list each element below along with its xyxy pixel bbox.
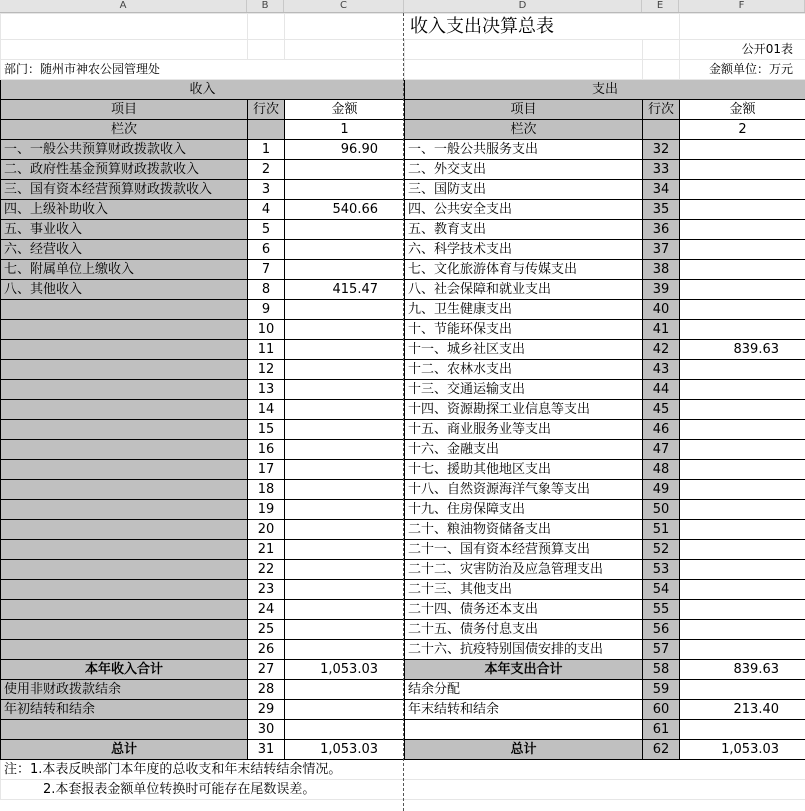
income-item[interactable]: 三、国有资本经营预算财政拨款收入	[1, 180, 248, 200]
expense-row-no[interactable]: 36	[643, 220, 680, 240]
income-row-no[interactable]: 13	[248, 380, 285, 400]
income-amount[interactable]	[285, 520, 405, 540]
expense-item[interactable]: 二十六、抗疫特别国债安排的支出	[405, 640, 643, 660]
income-row-no[interactable]: 18	[248, 480, 285, 500]
expense-item[interactable]: 十六、金融支出	[405, 440, 643, 460]
expense-amount[interactable]	[680, 220, 805, 240]
expense-amount[interactable]	[680, 200, 805, 220]
expense-item[interactable]: 十二、农林水支出	[405, 360, 643, 380]
expense-row-no[interactable]: 53	[643, 560, 680, 580]
income-row-no[interactable]: 10	[248, 320, 285, 340]
expense-grand-total-amount[interactable]: 1,053.03	[680, 740, 805, 760]
income-row-no[interactable]: 3	[248, 180, 285, 200]
expense-grand-total-label[interactable]: 总计	[405, 740, 643, 760]
income-item[interactable]	[1, 620, 248, 640]
expense-amount[interactable]	[680, 380, 805, 400]
income-row-no[interactable]: 1	[248, 140, 285, 160]
expense-amount[interactable]	[680, 460, 805, 480]
income-amount[interactable]	[285, 620, 405, 640]
income-item[interactable]: 八、其他收入	[1, 280, 248, 300]
income-amount[interactable]	[285, 480, 405, 500]
income-amount[interactable]: 96.90	[285, 140, 405, 160]
expense-amount[interactable]	[680, 620, 805, 640]
expense-item[interactable]: 五、教育支出	[405, 220, 643, 240]
income-lanci[interactable]: 栏次	[1, 120, 248, 140]
expense-item[interactable]: 六、科学技术支出	[405, 240, 643, 260]
income-amount[interactable]	[285, 380, 405, 400]
income-item[interactable]	[1, 540, 248, 560]
income-row-no[interactable]: 19	[248, 500, 285, 520]
income-item[interactable]	[1, 300, 248, 320]
column-header-bar	[0, 0, 805, 13]
expense-row-no[interactable]: 54	[643, 580, 680, 600]
expense-row-no[interactable]: 56	[643, 620, 680, 640]
cell[interactable]	[643, 40, 680, 60]
expense-amount[interactable]: 213.40	[680, 700, 805, 720]
expense-amount-col[interactable]: 金额	[680, 100, 805, 120]
expense-row-no[interactable]: 39	[643, 280, 680, 300]
income-row-no[interactable]: 15	[248, 420, 285, 440]
income-header[interactable]: 收入	[1, 80, 405, 100]
col-header-a[interactable]: A	[0, 0, 247, 12]
income-item[interactable]	[1, 500, 248, 520]
cell[interactable]	[405, 60, 643, 80]
income-item[interactable]	[1, 420, 248, 440]
sheet-title[interactable]: 收入支出决算总表	[285, 14, 680, 40]
expense-row-no[interactable]: 42	[643, 340, 680, 360]
income-amount[interactable]	[285, 300, 405, 320]
expense-row-no[interactable]: 57	[643, 640, 680, 660]
expense-amount[interactable]	[680, 240, 805, 260]
income-amount[interactable]	[285, 320, 405, 340]
note-1[interactable]: 注：1.本表反映部门本年度的总收支和年末结转结余情况。	[1, 760, 805, 780]
expense-item[interactable]: 十四、资源勘探工业信息等支出	[405, 400, 643, 420]
expense-amount[interactable]	[680, 600, 805, 620]
income-amount[interactable]	[285, 180, 405, 200]
income-amount[interactable]	[285, 500, 405, 520]
expense-item[interactable]: 十五、商业服务业等支出	[405, 420, 643, 440]
cell[interactable]	[1, 14, 248, 40]
expense-row-no[interactable]: 55	[643, 600, 680, 620]
cell[interactable]	[643, 120, 680, 140]
expense-item[interactable]: 结余分配	[405, 680, 643, 700]
income-row-no[interactable]: 20	[248, 520, 285, 540]
income-amount[interactable]	[285, 580, 405, 600]
expense-row-no[interactable]: 32	[643, 140, 680, 160]
income-item[interactable]: 六、经营收入	[1, 240, 248, 260]
income-row-no[interactable]: 5	[248, 220, 285, 240]
expense-amount[interactable]	[680, 360, 805, 380]
income-total-no[interactable]: 27	[248, 660, 285, 680]
expense-amount[interactable]	[680, 280, 805, 300]
income-amount[interactable]: 540.66	[285, 200, 405, 220]
income-row-no[interactable]: 28	[248, 680, 285, 700]
expense-amount[interactable]	[680, 640, 805, 660]
income-amount[interactable]	[285, 440, 405, 460]
expense-item[interactable]: 九、卫生健康支出	[405, 300, 643, 320]
income-amount[interactable]	[285, 720, 405, 740]
income-amount[interactable]	[285, 420, 405, 440]
cell[interactable]	[643, 60, 680, 80]
expense-amount[interactable]	[680, 520, 805, 540]
income-row-no[interactable]: 2	[248, 160, 285, 180]
expense-amount[interactable]	[680, 680, 805, 700]
expense-amount[interactable]	[680, 480, 805, 500]
expense-item[interactable]: 十、节能环保支出	[405, 320, 643, 340]
expense-row-no[interactable]: 59	[643, 680, 680, 700]
income-item[interactable]: 四、上级补助收入	[1, 200, 248, 220]
page-break-line	[403, 13, 404, 811]
income-row-no[interactable]: 12	[248, 360, 285, 380]
expense-row-no[interactable]: 60	[643, 700, 680, 720]
expense-item[interactable]: 年末结转和结余	[405, 700, 643, 720]
cell[interactable]	[285, 40, 405, 60]
form-code[interactable]: 公开01表	[680, 40, 805, 60]
expense-amount[interactable]	[680, 500, 805, 520]
income-row-no[interactable]: 30	[248, 720, 285, 740]
expense-total-amount[interactable]: 839.63	[680, 660, 805, 680]
expense-item[interactable]: 十八、自然资源海洋气象等支出	[405, 480, 643, 500]
expense-row-no[interactable]: 38	[643, 260, 680, 280]
expense-row-no[interactable]: 49	[643, 480, 680, 500]
expense-item[interactable]: 十九、住房保障支出	[405, 500, 643, 520]
cell[interactable]	[248, 40, 285, 60]
income-item[interactable]	[1, 580, 248, 600]
income-row-no[interactable]: 14	[248, 400, 285, 420]
income-grand-total-amount[interactable]: 1,053.03	[285, 740, 405, 760]
expense-item[interactable]: 二十三、其他支出	[405, 580, 643, 600]
income-row-no[interactable]: 25	[248, 620, 285, 640]
expense-amount[interactable]	[680, 300, 805, 320]
income-col-number[interactable]: 1	[285, 120, 405, 140]
expense-grand-total-no[interactable]: 62	[643, 740, 680, 760]
expense-amount[interactable]: 839.63	[680, 340, 805, 360]
income-amount[interactable]	[285, 160, 405, 180]
expense-item[interactable]: 一、一般公共服务支出	[405, 140, 643, 160]
income-item[interactable]	[1, 400, 248, 420]
income-row-no[interactable]: 23	[248, 580, 285, 600]
expense-amount[interactable]	[680, 400, 805, 420]
income-row-no[interactable]: 26	[248, 640, 285, 660]
income-item[interactable]	[1, 460, 248, 480]
expense-row-no[interactable]: 44	[643, 380, 680, 400]
income-row-no[interactable]: 11	[248, 340, 285, 360]
income-item[interactable]: 七、附属单位上缴收入	[1, 260, 248, 280]
expense-item[interactable]: 三、国防支出	[405, 180, 643, 200]
cell[interactable]	[680, 14, 805, 40]
income-total-label[interactable]: 本年收入合计	[1, 660, 248, 680]
income-row-col[interactable]: 行次	[248, 100, 285, 120]
expense-item[interactable]: 四、公共安全支出	[405, 200, 643, 220]
expense-amount[interactable]	[680, 320, 805, 340]
expense-amount[interactable]	[680, 260, 805, 280]
income-item[interactable]	[1, 640, 248, 660]
expense-row-no[interactable]: 37	[643, 240, 680, 260]
expense-item[interactable]: 二十四、债务还本支出	[405, 600, 643, 620]
income-row-no[interactable]: 7	[248, 260, 285, 280]
expense-item-col[interactable]: 项目	[405, 100, 643, 120]
income-amount[interactable]	[285, 640, 405, 660]
note-2[interactable]: 2.本套报表金额单位转换时可能存在尾数误差。	[1, 780, 805, 800]
expense-amount[interactable]	[680, 160, 805, 180]
expense-header[interactable]: 支出	[405, 80, 805, 100]
income-grand-total-label[interactable]: 总计	[1, 740, 248, 760]
expense-row-no[interactable]: 52	[643, 540, 680, 560]
income-grand-total-no[interactable]: 31	[248, 740, 285, 760]
income-amount[interactable]	[285, 340, 405, 360]
cell[interactable]	[1, 40, 248, 60]
expense-amount[interactable]	[680, 420, 805, 440]
department-label[interactable]: 部门：随州市神农公园管理处	[1, 60, 405, 80]
income-row-no[interactable]: 16	[248, 440, 285, 460]
income-amount[interactable]	[285, 360, 405, 380]
expense-row-no[interactable]: 48	[643, 460, 680, 480]
expense-item[interactable]: 七、文化旅游体育与传媒支出	[405, 260, 643, 280]
income-amount[interactable]	[285, 400, 405, 420]
income-amount[interactable]: 415.47	[285, 280, 405, 300]
income-item[interactable]	[1, 600, 248, 620]
expense-col-number[interactable]: 2	[680, 120, 805, 140]
income-amount[interactable]	[285, 460, 405, 480]
col-header-d[interactable]: D	[404, 0, 642, 12]
income-row-no[interactable]: 24	[248, 600, 285, 620]
income-amount[interactable]	[285, 600, 405, 620]
expense-row-no[interactable]: 35	[643, 200, 680, 220]
cell[interactable]	[405, 40, 643, 60]
expense-amount[interactable]	[680, 560, 805, 580]
expense-item[interactable]: 二十五、债务付息支出	[405, 620, 643, 640]
income-item[interactable]	[1, 360, 248, 380]
col-header-b[interactable]: B	[247, 0, 284, 12]
expense-item[interactable]	[405, 720, 643, 740]
col-header-f[interactable]: F	[679, 0, 805, 12]
income-row-no[interactable]: 4	[248, 200, 285, 220]
income-amount[interactable]	[285, 540, 405, 560]
income-total-amount[interactable]: 1,053.03	[285, 660, 405, 680]
expense-amount[interactable]	[680, 540, 805, 560]
income-row-no[interactable]: 22	[248, 560, 285, 580]
income-item[interactable]	[1, 560, 248, 580]
unit-label[interactable]: 金额单位：万元	[680, 60, 805, 80]
expense-row-no[interactable]: 45	[643, 400, 680, 420]
income-item[interactable]	[1, 380, 248, 400]
col-header-c[interactable]: C	[284, 0, 404, 12]
expense-item[interactable]: 二、外交支出	[405, 160, 643, 180]
expense-amount[interactable]	[680, 180, 805, 200]
expense-amount[interactable]	[680, 140, 805, 160]
expense-row-col[interactable]: 行次	[643, 100, 680, 120]
expense-item[interactable]: 二十、粮油物资储备支出	[405, 520, 643, 540]
income-amount[interactable]	[285, 240, 405, 260]
income-item[interactable]: 五、事业收入	[1, 220, 248, 240]
expense-row-no[interactable]: 41	[643, 320, 680, 340]
income-item[interactable]	[1, 480, 248, 500]
expense-row-no[interactable]: 51	[643, 520, 680, 540]
income-row-no[interactable]: 29	[248, 700, 285, 720]
income-amount[interactable]	[285, 560, 405, 580]
income-row-no[interactable]: 9	[248, 300, 285, 320]
income-item[interactable]: 使用非财政拨款结余	[1, 680, 248, 700]
expense-item[interactable]: 十三、交通运输支出	[405, 380, 643, 400]
expense-row-no[interactable]: 50	[643, 500, 680, 520]
expense-amount[interactable]	[680, 720, 805, 740]
income-item-col[interactable]: 项目	[1, 100, 248, 120]
income-row-no[interactable]: 17	[248, 460, 285, 480]
expense-amount[interactable]	[680, 440, 805, 460]
expense-lanci[interactable]: 栏次	[405, 120, 643, 140]
expense-total-label[interactable]: 本年支出合计	[405, 660, 643, 680]
col-header-e[interactable]: E	[642, 0, 679, 12]
expense-amount[interactable]	[680, 580, 805, 600]
expense-row-no[interactable]: 61	[643, 720, 680, 740]
income-item[interactable]	[1, 340, 248, 360]
expense-row-no[interactable]: 40	[643, 300, 680, 320]
income-item[interactable]: 二、政府性基金预算财政拨款收入	[1, 160, 248, 180]
cell[interactable]	[248, 14, 285, 40]
expense-item[interactable]: 十一、城乡社区支出	[405, 340, 643, 360]
expense-item[interactable]: 二十一、国有资本经营预算支出	[405, 540, 643, 560]
income-amount[interactable]	[285, 680, 405, 700]
income-amount-col[interactable]: 金额	[285, 100, 405, 120]
income-item[interactable]	[1, 520, 248, 540]
expense-row-no[interactable]: 33	[643, 160, 680, 180]
income-row-no[interactable]: 8	[248, 280, 285, 300]
income-item[interactable]: 年初结转和结余	[1, 700, 248, 720]
expense-row-no[interactable]: 43	[643, 360, 680, 380]
expense-total-no[interactable]: 58	[643, 660, 680, 680]
expense-item[interactable]: 八、社会保障和就业支出	[405, 280, 643, 300]
income-item[interactable]	[1, 320, 248, 340]
expense-row-no[interactable]: 34	[643, 180, 680, 200]
income-row-no[interactable]: 6	[248, 240, 285, 260]
income-item[interactable]: 一、一般公共预算财政拨款收入	[1, 140, 248, 160]
cell[interactable]	[248, 120, 285, 140]
income-amount[interactable]	[285, 220, 405, 240]
income-amount[interactable]	[285, 700, 405, 720]
income-item[interactable]	[1, 720, 248, 740]
income-row-no[interactable]: 21	[248, 540, 285, 560]
expense-item[interactable]: 二十二、灾害防治及应急管理支出	[405, 560, 643, 580]
expense-item[interactable]: 十七、援助其他地区支出	[405, 460, 643, 480]
income-item[interactable]	[1, 440, 248, 460]
expense-row-no[interactable]: 47	[643, 440, 680, 460]
income-amount[interactable]	[285, 260, 405, 280]
expense-row-no[interactable]: 46	[643, 420, 680, 440]
